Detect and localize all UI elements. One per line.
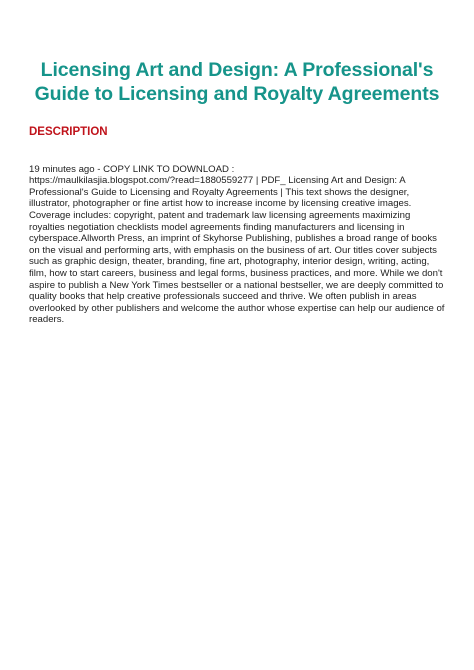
description-line: quality books that help creative professionals succeed and thrive. We often publish in areas — [29, 291, 417, 303]
description-line: Professional's Guide to Licensing and Royalty Agreements | This text shows the designer, — [29, 186, 410, 198]
document-title: Licensing Art and Design: A Professional's Guide to Licensing and Royalty Agreements — [34, 59, 440, 105]
description-line: such as graphic design, theater, branding, fine art, photography, interior design, writing, acting, — [29, 256, 430, 268]
description-line: readers. — [29, 314, 65, 326]
description-line: cyberspace.Allworth Press, an imprint of Skyhorse Publishing, publishes a broad range of books — [29, 233, 437, 245]
description-line: film, how to start careers, business and legal forms, business practices, and more. While we don't — [29, 267, 443, 279]
description-line: 19 minutes ago - COPY LINK TO DOWNLOAD : — [29, 163, 235, 175]
description-body — [29, 152, 445, 326]
description-line: aspire to publish a New York Times bestseller or a national bestseller, we are deeply committed to — [29, 279, 444, 291]
description-heading: DESCRIPTION — [29, 126, 108, 138]
description-line: overlooked by other publishers and welcome the author whose expertise can help our audience of — [29, 302, 445, 314]
description-line: https://maulkilasjia.blogspot.com/?read=1880559277 | PDF_ Licensing Art and Design: A — [29, 175, 406, 187]
description-line: Coverage includes: copyright, patent and trademark law licensing agreements maximizing — [29, 209, 411, 221]
description-line: illustrator, photographer or fine artist how to increase income by licensing creative images. — [29, 198, 412, 210]
description-line: on the visual and performing arts, with emphasis on the business of art. Our titles cover subjects — [29, 244, 437, 256]
description-line: royalties negotiation checklists model agreements finding manufacturers and licensing in — [29, 221, 405, 233]
